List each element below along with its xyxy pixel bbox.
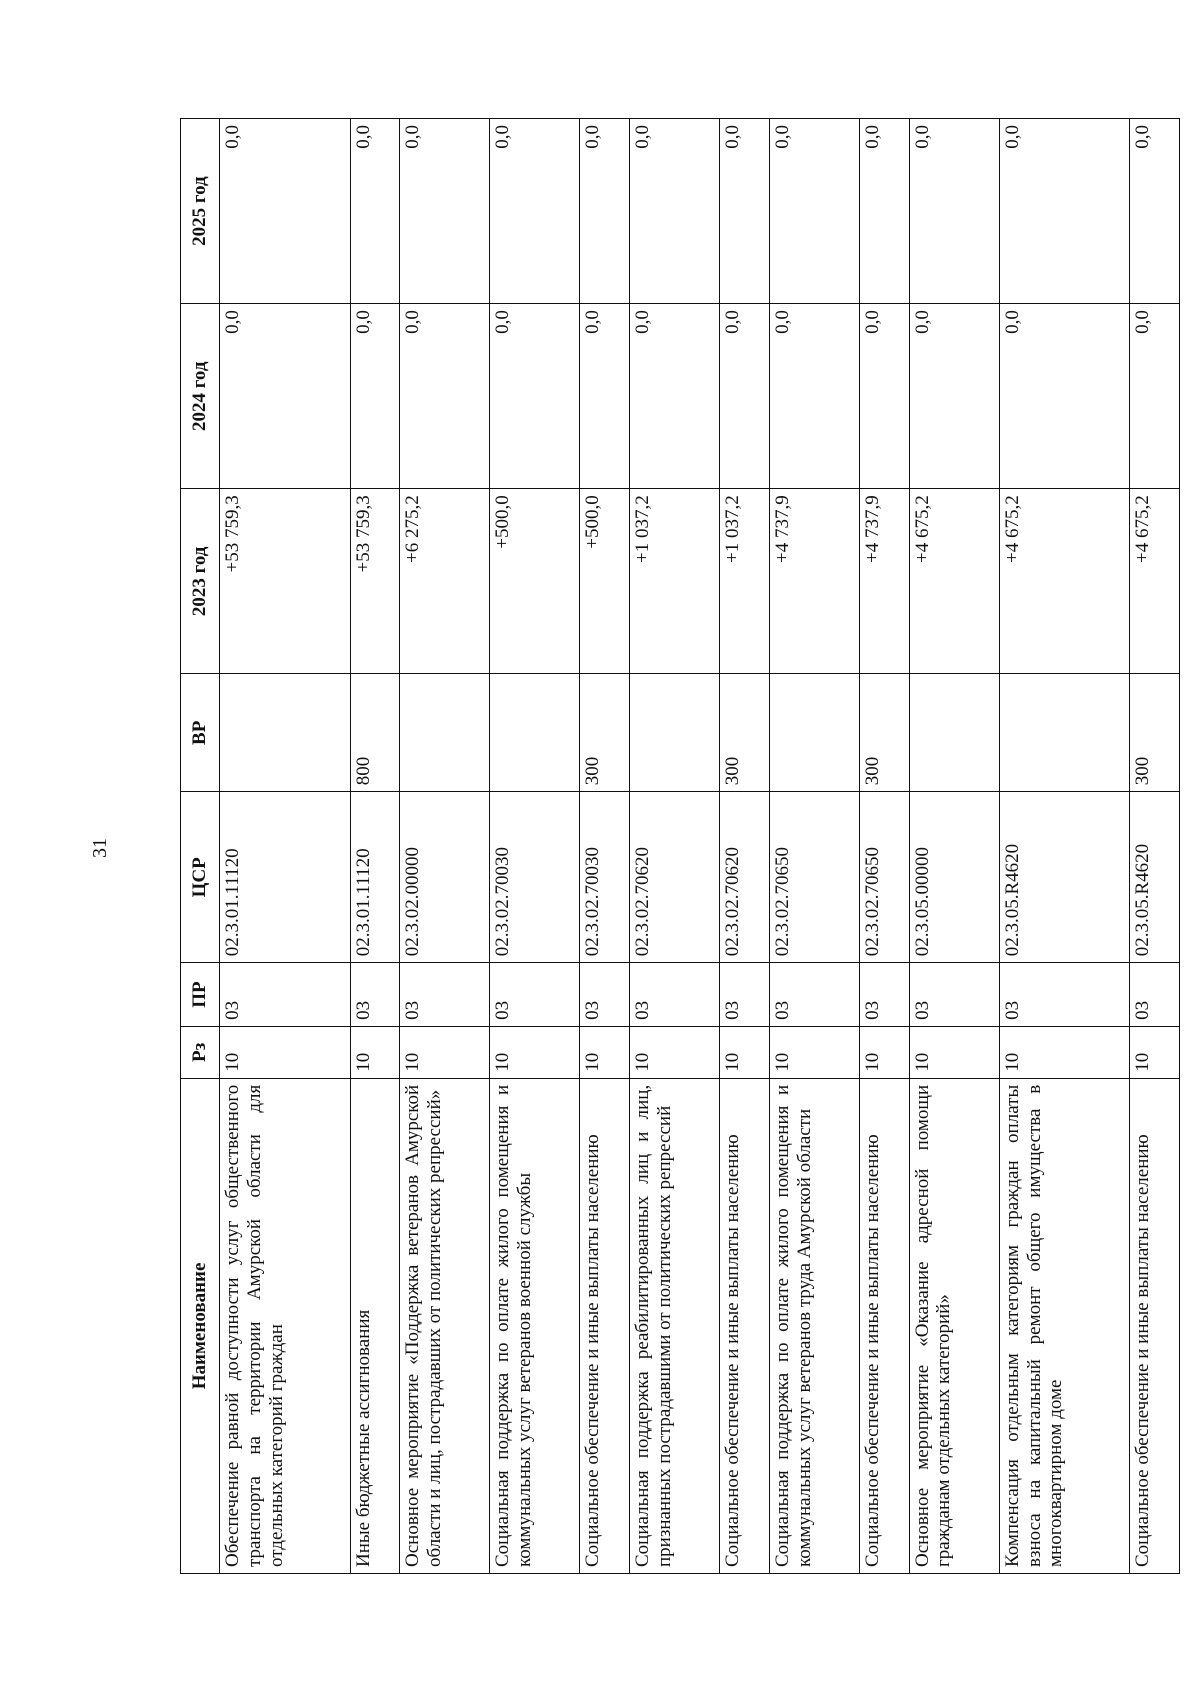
cell-2025: 0,0 bbox=[720, 119, 770, 304]
cell-2024: 0,0 bbox=[859, 304, 909, 489]
cell-rz: 10 bbox=[490, 1026, 580, 1078]
cell-csr: 02.3.02.00000 bbox=[400, 792, 490, 963]
cell-rz: 10 bbox=[909, 1026, 999, 1078]
header-2025: 2025 год bbox=[181, 119, 220, 304]
cell-pr: 03 bbox=[999, 963, 1130, 1027]
cell-rz: 10 bbox=[580, 1026, 630, 1078]
budget-table-container bbox=[180, 118, 1180, 1574]
cell-csr: 02.3.02.70620 bbox=[720, 792, 770, 963]
table-body bbox=[220, 119, 1180, 1574]
cell-csr: 02.3.02.70030 bbox=[580, 792, 630, 963]
cell-csr: 02.3.02.70650 bbox=[859, 792, 909, 963]
cell-2024: 0,0 bbox=[630, 304, 720, 489]
cell-rz: 10 bbox=[999, 1026, 1130, 1078]
cell-pr: 03 bbox=[400, 963, 490, 1027]
cell-2024: 0,0 bbox=[999, 304, 1130, 489]
cell-2023: +4 675,2 bbox=[1130, 489, 1180, 674]
cell-vr: 300 bbox=[580, 674, 630, 792]
cell-vr bbox=[490, 674, 580, 792]
cell-name: Социальное обеспечение и иные выплаты населению bbox=[859, 1078, 909, 1573]
cell-rz: 10 bbox=[630, 1026, 720, 1078]
table-row bbox=[999, 119, 1130, 1574]
cell-name: Социальное обеспечение и иные выплаты населению bbox=[580, 1078, 630, 1573]
cell-2023: +4 737,9 bbox=[859, 489, 909, 674]
cell-vr bbox=[400, 674, 490, 792]
cell-name: Социальная поддержка реабилитированных лиц и лиц, признанных пострадавшими от политических репрессий bbox=[630, 1078, 720, 1573]
cell-name: Иные бюджетные ассигнования bbox=[350, 1078, 400, 1573]
cell-vr bbox=[220, 674, 351, 792]
cell-2023: +6 275,2 bbox=[400, 489, 490, 674]
cell-2025: 0,0 bbox=[999, 119, 1130, 304]
cell-2023: +4 737,9 bbox=[769, 489, 859, 674]
table-row bbox=[909, 119, 999, 1574]
cell-2024: 0,0 bbox=[490, 304, 580, 489]
cell-rz: 10 bbox=[400, 1026, 490, 1078]
table-row bbox=[859, 119, 909, 1574]
cell-pr: 03 bbox=[909, 963, 999, 1027]
cell-pr: 03 bbox=[630, 963, 720, 1027]
cell-csr: 02.3.02.70650 bbox=[769, 792, 859, 963]
cell-csr: 02.3.02.70620 bbox=[630, 792, 720, 963]
cell-vr: 300 bbox=[859, 674, 909, 792]
page-number: 31 bbox=[89, 838, 111, 858]
table-row bbox=[769, 119, 859, 1574]
header-2023: 2023 год bbox=[181, 489, 220, 674]
cell-2024: 0,0 bbox=[400, 304, 490, 489]
table-row bbox=[350, 119, 400, 1574]
cell-pr: 03 bbox=[859, 963, 909, 1027]
table-row bbox=[630, 119, 720, 1574]
cell-2024: 0,0 bbox=[720, 304, 770, 489]
header-name: Наименование bbox=[181, 1078, 220, 1573]
cell-pr: 03 bbox=[490, 963, 580, 1027]
cell-2023: +53 759,3 bbox=[220, 489, 351, 674]
cell-rz: 10 bbox=[220, 1026, 351, 1078]
table-row bbox=[720, 119, 770, 1574]
header-2024: 2024 год bbox=[181, 304, 220, 489]
cell-rz: 10 bbox=[1130, 1026, 1180, 1078]
table-row bbox=[490, 119, 580, 1574]
cell-vr: 300 bbox=[720, 674, 770, 792]
cell-csr: 02.3.05.00000 bbox=[909, 792, 999, 963]
cell-csr: 02.3.05.R4620 bbox=[1130, 792, 1180, 963]
cell-2024: 0,0 bbox=[1130, 304, 1180, 489]
cell-pr: 03 bbox=[580, 963, 630, 1027]
cell-vr bbox=[909, 674, 999, 792]
cell-vr: 800 bbox=[350, 674, 400, 792]
cell-csr: 02.3.02.70030 bbox=[490, 792, 580, 963]
cell-vr bbox=[999, 674, 1130, 792]
cell-name: Социальное обеспечение и иные выплаты населению bbox=[1130, 1078, 1180, 1573]
cell-rz: 10 bbox=[859, 1026, 909, 1078]
cell-csr: 02.3.01.11120 bbox=[350, 792, 400, 963]
cell-2025: 0,0 bbox=[580, 119, 630, 304]
cell-2024: 0,0 bbox=[580, 304, 630, 489]
cell-2025: 0,0 bbox=[630, 119, 720, 304]
cell-2025: 0,0 bbox=[350, 119, 400, 304]
cell-2025: 0,0 bbox=[1130, 119, 1180, 304]
cell-2025: 0,0 bbox=[859, 119, 909, 304]
cell-pr: 03 bbox=[350, 963, 400, 1027]
budget-table bbox=[180, 118, 1180, 1574]
table-row bbox=[220, 119, 351, 1574]
table-row bbox=[580, 119, 630, 1574]
cell-2024: 0,0 bbox=[350, 304, 400, 489]
cell-csr: 02.3.05.R4620 bbox=[999, 792, 1130, 963]
cell-2024: 0,0 bbox=[909, 304, 999, 489]
header-pr: ПР bbox=[181, 963, 220, 1027]
header-csr: ЦСР bbox=[181, 792, 220, 963]
cell-pr: 03 bbox=[1130, 963, 1180, 1027]
cell-pr: 03 bbox=[220, 963, 351, 1027]
cell-2024: 0,0 bbox=[769, 304, 859, 489]
cell-name: Компенсация отдельным категориям граждан оплаты взноса на капитальный ремонт общего имущества в многоквартирном доме bbox=[999, 1078, 1130, 1573]
cell-2024: 0,0 bbox=[220, 304, 351, 489]
header-rz: Рз bbox=[181, 1026, 220, 1078]
cell-2023: +1 037,2 bbox=[630, 489, 720, 674]
cell-pr: 03 bbox=[769, 963, 859, 1027]
header-vr: ВР bbox=[181, 674, 220, 792]
cell-2025: 0,0 bbox=[220, 119, 351, 304]
cell-2023: +500,0 bbox=[580, 489, 630, 674]
cell-rz: 10 bbox=[720, 1026, 770, 1078]
cell-2025: 0,0 bbox=[909, 119, 999, 304]
cell-name: Социальное обеспечение и иные выплаты населению bbox=[720, 1078, 770, 1573]
cell-name: Социальная поддержка по оплате жилого помещения и коммунальных услуг ветеранов военной службы bbox=[490, 1078, 580, 1573]
cell-name: Обеспечение равной доступности услуг общественного транспорта на территории Амурской области для отдельных категорий граждан bbox=[220, 1078, 351, 1573]
cell-2025: 0,0 bbox=[400, 119, 490, 304]
cell-csr: 02.3.01.11120 bbox=[220, 792, 351, 963]
cell-2023: +4 675,2 bbox=[909, 489, 999, 674]
cell-2023: +1 037,2 bbox=[720, 489, 770, 674]
cell-2023: +4 675,2 bbox=[999, 489, 1130, 674]
cell-vr bbox=[630, 674, 720, 792]
cell-rz: 10 bbox=[350, 1026, 400, 1078]
table-row bbox=[1130, 119, 1180, 1574]
cell-2025: 0,0 bbox=[490, 119, 580, 304]
cell-pr: 03 bbox=[720, 963, 770, 1027]
cell-name: Основное мероприятие «Оказание адресной помощи гражданам отдельных категорий» bbox=[909, 1078, 999, 1573]
cell-vr: 300 bbox=[1130, 674, 1180, 792]
cell-2023: +53 759,3 bbox=[350, 489, 400, 674]
table-header-row bbox=[181, 119, 220, 1574]
cell-name: Основное мероприятие «Поддержка ветеранов Амурской области и лиц, пострадавших от политических репрессий» bbox=[400, 1078, 490, 1573]
table-row bbox=[400, 119, 490, 1574]
cell-2025: 0,0 bbox=[769, 119, 859, 304]
cell-name: Социальная поддержка по оплате жилого помещения и коммунальных услуг ветеранов труда Амурской области bbox=[769, 1078, 859, 1573]
cell-rz: 10 bbox=[769, 1026, 859, 1078]
cell-2023: +500,0 bbox=[490, 489, 580, 674]
cell-vr bbox=[769, 674, 859, 792]
